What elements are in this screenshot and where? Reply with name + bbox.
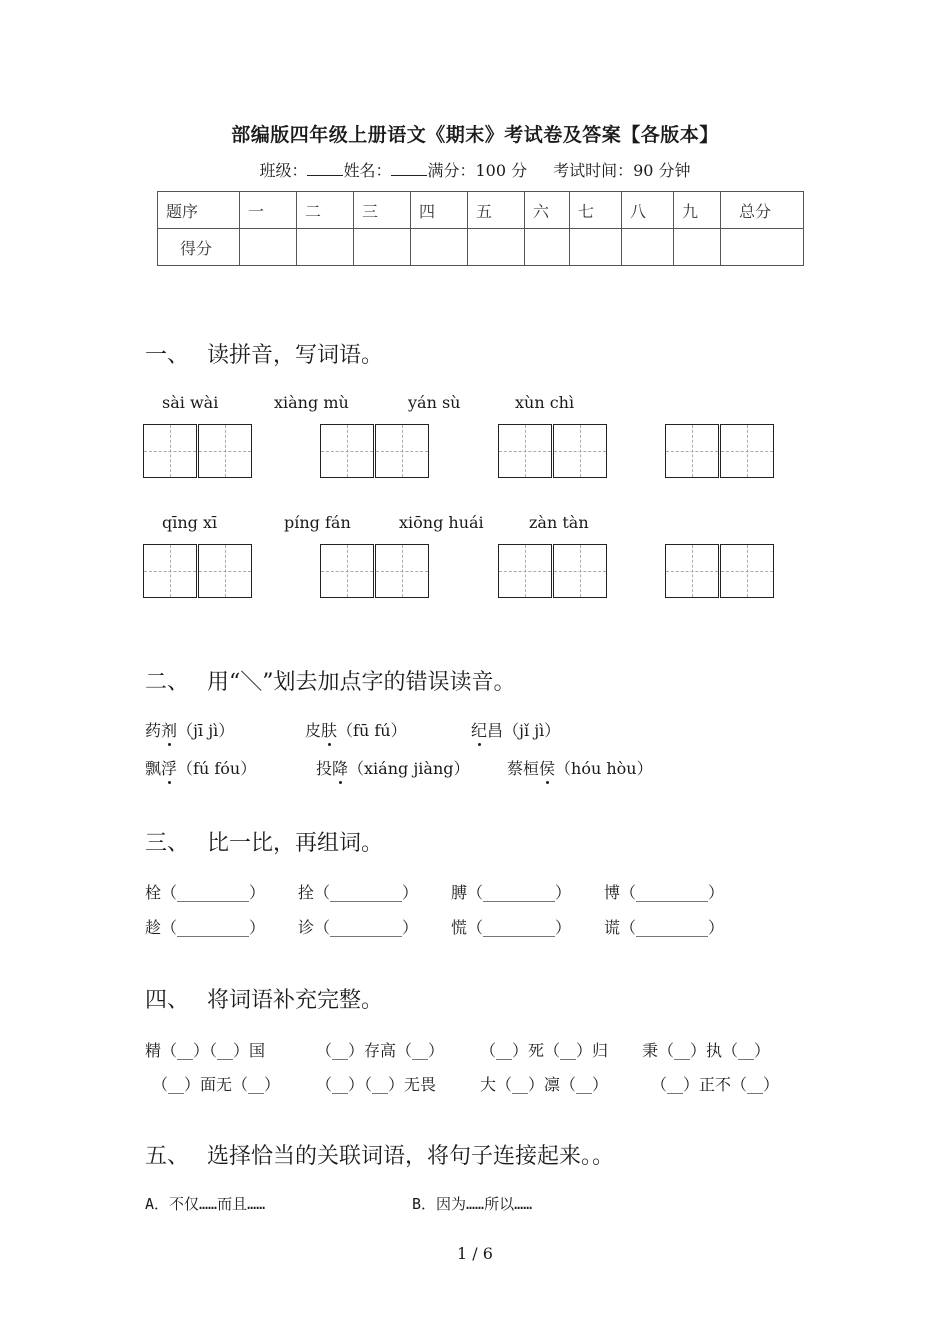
writing-grid-cell[interactable]	[553, 544, 607, 598]
exam-info-line	[0, 158, 950, 181]
score-cell[interactable]	[468, 229, 525, 266]
table-cell: 九	[674, 192, 721, 229]
score-table-score-row	[158, 229, 804, 266]
section5-heading	[145, 1139, 614, 1170]
dotted-char: 降	[332, 756, 348, 779]
idiom-blank[interactable]: 大（__）凛（__）	[480, 1075, 609, 1094]
pronunciation-item[interactable]	[471, 718, 560, 741]
writing-grid-cell[interactable]	[498, 424, 552, 478]
pinyin-options: （fū fú）	[337, 721, 407, 740]
word-blank[interactable]: 膊（_________）	[451, 883, 572, 902]
pinyin-options: （hóu hòu）	[555, 759, 653, 778]
writing-grid-cell[interactable]	[143, 424, 197, 478]
section-title: 将词语补充完整。	[207, 988, 384, 1013]
pinyin-label: píng fán	[284, 513, 351, 532]
pronunciation-item[interactable]	[507, 756, 653, 779]
pinyin-options: （xiáng jiàng）	[348, 759, 470, 778]
item-text: 蔡桓	[507, 759, 540, 778]
pronunciation-item[interactable]	[145, 718, 234, 741]
score-table	[157, 191, 804, 266]
table-cell: 五	[468, 192, 525, 229]
pinyin-label: sài wài	[162, 393, 219, 412]
page-number: 1 / 6	[457, 1244, 493, 1263]
score-cell[interactable]	[721, 229, 804, 266]
word-blank[interactable]: 诊（_________）	[298, 918, 419, 937]
idiom-blank[interactable]: 精（__）（__）国	[145, 1041, 266, 1060]
full-score: 满分：100 分	[427, 161, 528, 180]
score-cell[interactable]	[297, 229, 354, 266]
pinyin-label: yán sù	[408, 393, 461, 412]
item-text: 投	[316, 759, 333, 778]
class-blank[interactable]	[307, 161, 343, 176]
option-b: B．因为……所以……	[412, 1195, 533, 1213]
word-blank[interactable]: 栓（_________）	[145, 883, 266, 902]
idiom-blank[interactable]: （__）死（__）归	[480, 1041, 609, 1060]
writing-grid-cell[interactable]	[320, 424, 374, 478]
writing-grid-cell[interactable]	[375, 424, 429, 478]
score-cell[interactable]	[570, 229, 622, 266]
section2-heading	[145, 665, 516, 696]
section-number: 三、	[145, 831, 190, 856]
writing-grid-cell[interactable]	[198, 424, 252, 478]
idiom-blank[interactable]: （__）（__）无畏	[316, 1075, 437, 1094]
score-cell[interactable]	[674, 229, 721, 266]
section-title: 选择恰当的关联词语，将句子连接起来。。	[207, 1144, 615, 1169]
pinyin-options: （jī jì）	[177, 721, 235, 740]
score-cell[interactable]	[622, 229, 674, 266]
pronunciation-item[interactable]	[305, 718, 407, 741]
name-blank[interactable]	[391, 161, 427, 176]
idiom-blank[interactable]: 秉（__）执（__）	[642, 1041, 771, 1060]
word-blank[interactable]: 慌（_________）	[451, 918, 572, 937]
dotted-char: 肤	[321, 718, 337, 741]
item-text: 皮	[305, 721, 322, 740]
score-cell[interactable]	[411, 229, 468, 266]
exam-title: 部编版四年级上册语文《期末》考试卷及答案【各版本】	[231, 124, 719, 146]
section-number: 五、	[145, 1144, 190, 1169]
writing-grid-cell[interactable]	[553, 424, 607, 478]
writing-grid-cell[interactable]	[375, 544, 429, 598]
table-cell: 得分	[158, 229, 240, 266]
writing-grid-cell[interactable]	[320, 544, 374, 598]
writing-grid-cell[interactable]	[665, 544, 719, 598]
idiom-blank[interactable]: （__）面无（__）	[152, 1075, 281, 1094]
section1-heading	[145, 338, 383, 369]
score-cell[interactable]	[525, 229, 570, 266]
score-cell[interactable]	[354, 229, 411, 266]
table-cell: 一	[240, 192, 297, 229]
class-label: 班级：	[259, 161, 308, 180]
writing-grid-cell[interactable]	[143, 544, 197, 598]
item-text: 昌	[487, 721, 504, 740]
writing-grid-cell[interactable]	[198, 544, 252, 598]
pinyin-label: xiàng mù	[274, 393, 349, 412]
writing-grid-cell[interactable]	[498, 544, 552, 598]
pronunciation-item[interactable]	[145, 756, 256, 779]
writing-grid-cell[interactable]	[720, 544, 774, 598]
word-blank[interactable]: 谎（_________）	[604, 918, 725, 937]
table-cell: 四	[411, 192, 468, 229]
section4-heading	[145, 983, 383, 1014]
option-a: A．不仅……而且……	[145, 1195, 266, 1213]
idiom-blank[interactable]: （__）存高（__）	[316, 1041, 445, 1060]
idiom-blank[interactable]: （__）正不（__）	[651, 1075, 780, 1094]
table-cell: 题序	[158, 192, 240, 229]
section-number: 二、	[145, 670, 190, 695]
table-cell: 总分	[721, 192, 804, 229]
pinyin-label: xiōng huái	[399, 513, 484, 532]
section-number: 一、	[145, 343, 190, 368]
item-text: 飘	[145, 759, 162, 778]
section-number: 四、	[145, 988, 190, 1013]
pinyin-options: （jǐ jì）	[503, 721, 561, 740]
writing-grid-cell[interactable]	[665, 424, 719, 478]
dotted-char: 浮	[161, 756, 177, 779]
table-cell: 二	[297, 192, 354, 229]
score-cell[interactable]	[240, 229, 297, 266]
section-title: 用“＼”划去加点字的错误读音。	[207, 670, 516, 695]
pinyin-options: （fú fóu）	[177, 759, 257, 778]
writing-grid-cell[interactable]	[720, 424, 774, 478]
section-title: 比一比，再组词。	[207, 831, 384, 856]
table-cell: 七	[570, 192, 622, 229]
name-label: 姓名：	[343, 161, 392, 180]
pronunciation-item[interactable]	[316, 756, 470, 779]
exam-time: 考试时间：90 分钟	[553, 161, 691, 180]
table-cell: 六	[525, 192, 570, 229]
section-title: 读拼音，写词语。	[207, 343, 384, 368]
table-cell: 八	[622, 192, 674, 229]
dotted-char: 侯	[539, 756, 555, 779]
score-table-header-row	[158, 192, 804, 229]
pinyin-label: zàn tàn	[529, 513, 589, 532]
item-text: 药	[145, 721, 162, 740]
dotted-char: 剂	[161, 718, 177, 741]
word-blank[interactable]: 趁（_________）	[145, 918, 266, 937]
word-blank[interactable]: 拴（_________）	[298, 883, 419, 902]
dotted-char: 纪	[471, 718, 487, 741]
pinyin-label: xùn chì	[515, 393, 575, 412]
table-cell: 三	[354, 192, 411, 229]
word-blank[interactable]: 博（_________）	[604, 883, 725, 902]
section3-heading	[145, 826, 383, 857]
pinyin-label: qīng xī	[162, 513, 218, 532]
